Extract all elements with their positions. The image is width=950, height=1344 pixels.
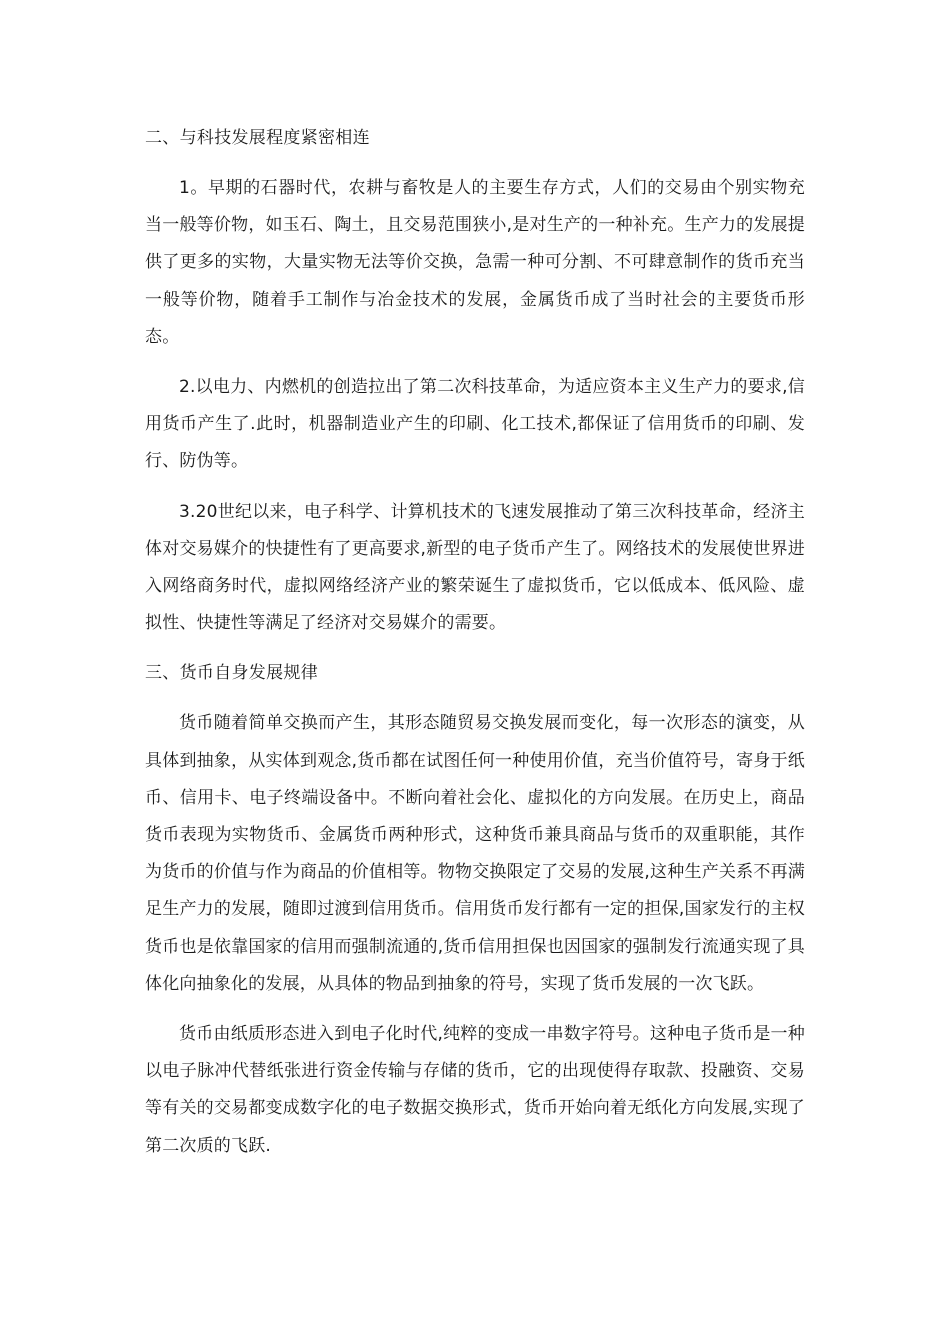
section-heading-tech: 二、与科技发展程度紧密相连	[145, 128, 370, 148]
paragraph-currency-evolution: 货币随着简单交换而产生，其形态随贸易交换发展而变化，每一次形态的演变，从具体到抽象，从实体到观念,货币都在试图任何一种使用价值，充当价值符号，寄身于纸币、信用卡、电子终端设备中。不断向着社会化、虚拟化的方向发展。在历史上，商品货币表现为实物货币、金属货币两种形式，这种货币兼具商品与货币的双重职能，其作为货币的价值与作为商品的价值相等。物物交换限定了交易的发展,这种生产关系不再满足生产力的发展，随即过渡到信用货币。信用货币发行都有一定的担保,国家发行的主权货币也是依靠国家的信用而强制流通的,货币信用担保也因国家的强制发行流通实现了具体化向抽象化的发展，从具体的物品到抽象的符号，实现了货币发展的一次飞跃。	[145, 713, 805, 994]
paragraph-electronic-currency: 货币由纸质形态进入到电子化时代,纯粹的变成一串数字符号。这种电子货币是一种以电子脉冲代替纸张进行资金传输与存储的货币，它的出现使得存取款、投融资、交易等有关的交易都变成数字化的电子数据交换形式，货币开始向着无纸化方向发展,实现了第二次质的飞跃.	[145, 1024, 805, 1156]
document-body	[145, 120, 805, 1178]
paragraph-third-revolution: 3.20世纪以来，电子科学、计算机技术的飞速发展推动了第三次科技革命，经济主体对交易媒介的快捷性有了更高要求,新型的电子货币产生了。网络技术的发展使世界进入网络商务时代，虚拟网络经济产业的繁荣诞生了虚拟货币，它以低成本、低风险、虚拟性、快捷性等满足了经济对交易媒介的需要。	[145, 501, 805, 634]
paragraph-second-revolution: 2.以电力、内燃机的创造拉出了第二次科技革命，为适应资本主义生产力的要求,信用货币产生了.此时，机器制造业产生的印刷、化工技术,都保证了信用货币的印刷、发行、防伪等。	[145, 377, 805, 472]
paragraph-stone-age: 1。早期的石器时代，农耕与畜牧是人的主要生存方式，人们的交易由个别实物充当一般等价物，如玉石、陶土，且交易范围狭小,是对生产的一种补充。生产力的发展提供了更多的实物，大量实物无法等价交换，急需一种可分割、不可肆意制作的货币充当一般等价物，随着手工制作与冶金技术的发展，金属货币成了当时社会的主要货币形态。	[145, 178, 805, 347]
section-heading-currency-law: 三、货币自身发展规律	[145, 663, 318, 684]
